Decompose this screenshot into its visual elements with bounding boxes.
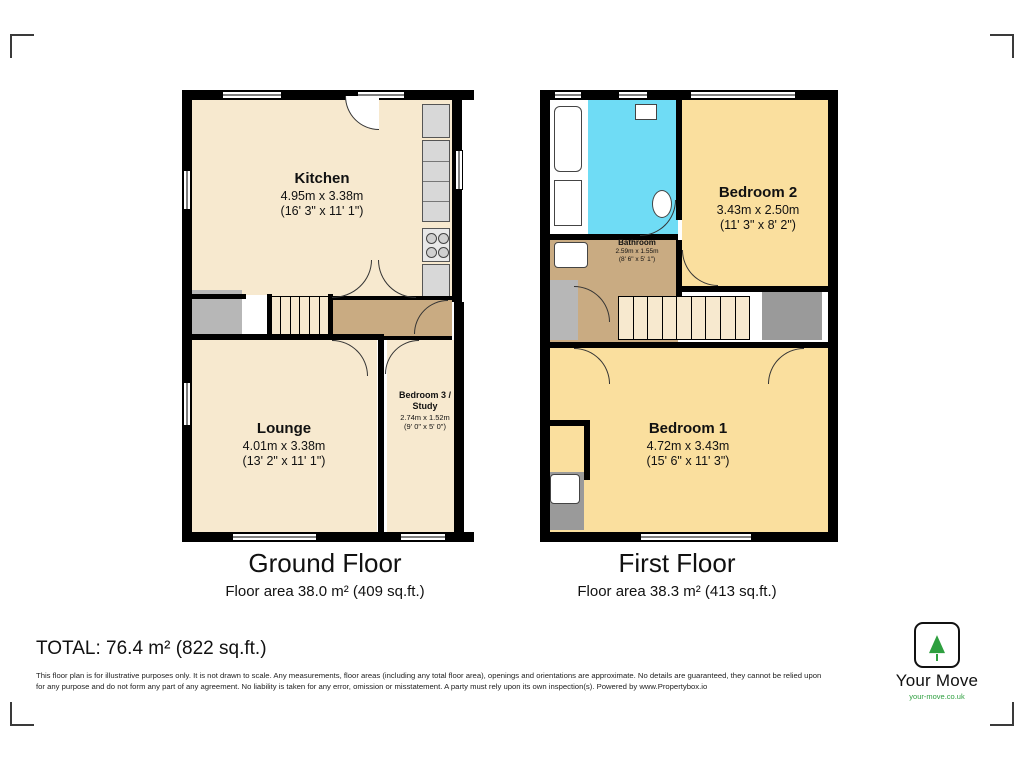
kitchen-dim-metric: 4.95m x 3.38m xyxy=(280,188,364,203)
wash-basin xyxy=(635,104,657,120)
study-window-south xyxy=(400,533,446,541)
kitchen-sink-unit xyxy=(422,104,450,138)
first-wall-east xyxy=(828,90,838,542)
first-wall-west xyxy=(540,90,550,542)
landing-basin xyxy=(554,242,588,268)
bathroom-dim-metric: 2.59m x 1.55m xyxy=(615,248,659,255)
bathroom-name: Bathroom xyxy=(618,238,656,247)
ground-internal-wall-hall-bottom xyxy=(332,336,452,340)
first-floor-area: Floor area 38.3 m² (413 sq.ft.) xyxy=(577,583,777,600)
brand-name: Your Move xyxy=(895,671,979,690)
ground-floor-title: Ground Floor xyxy=(248,548,402,578)
first-floor-title: First Floor xyxy=(618,548,736,578)
first-landing-recess xyxy=(762,288,822,340)
lounge-window-west xyxy=(183,382,191,426)
ground-wall-west xyxy=(182,90,192,542)
brand-url: your-move.co.uk xyxy=(909,692,965,701)
first-internal-wall-bedroom1-north xyxy=(550,342,828,348)
bedroom2-window-north xyxy=(690,91,796,99)
bedroom2-label xyxy=(690,184,826,234)
first-floor-plan xyxy=(540,90,838,542)
total-area-label: TOTAL: 76.4 m² (822 sq.ft.) xyxy=(36,638,267,659)
kitchen-name: Kitchen xyxy=(294,170,350,187)
first-internal-wall-chimney-top xyxy=(550,420,590,426)
first-internal-wall-bathroom-east xyxy=(676,100,682,220)
kitchen-hob xyxy=(422,228,450,262)
first-internal-wall-bedroom2-south xyxy=(682,286,828,292)
crop-mark-bottom-right xyxy=(990,702,1014,726)
bath-tub xyxy=(554,106,582,172)
ground-internal-wall-porch xyxy=(192,294,246,299)
ground-wall-east-upper xyxy=(452,90,462,302)
bedroom1-label xyxy=(598,420,778,470)
bedroom1-dim-metric: 4.72m x 3.43m xyxy=(646,438,730,453)
shower-tray xyxy=(554,180,582,226)
bathroom-dim-imperial: (8' 6" x 5' 1") xyxy=(618,256,656,264)
bedroom1-dim-imperial: (15' 6" x 11' 3") xyxy=(646,454,730,469)
first-staircase xyxy=(618,296,750,340)
lounge-window-south xyxy=(232,533,317,541)
crop-mark-top-left xyxy=(10,34,34,58)
kitchen-label xyxy=(232,170,412,220)
bedroom3-study-name: Bedroom 3 / Study xyxy=(398,390,451,412)
bathroom-window-north xyxy=(554,91,582,99)
lounge-label xyxy=(200,420,368,470)
bedroom2-dim-metric: 3.43m x 2.50m xyxy=(716,202,800,217)
kitchen-window-north xyxy=(222,91,282,99)
first-internal-wall-chimney xyxy=(584,424,590,480)
ground-floor-plan xyxy=(182,90,474,542)
kitchen-window-east xyxy=(455,150,463,190)
leaf-icon xyxy=(914,622,960,668)
ground-entry-fill xyxy=(242,295,270,339)
disclaimer-text: This floor plan is for illustrative purposes only. It is not drawn to scale. Any measurements, floor areas (including any total floor area), openings and orientations are approximate. No details are guaranteed, they cannot be relied upon for any purpose and do not form any part of any agreement. No liability is taken for any error, omission or misstatement. A party must rely upon its own inspection(s). Powered by www.Propertybox.io xyxy=(36,671,822,692)
bedroom3-study-dim-metric: 2.74m x 1.52m xyxy=(400,412,450,422)
lounge-name: Lounge xyxy=(256,420,312,437)
bathroom-window-north-2 xyxy=(618,91,648,99)
bathroom-label xyxy=(598,238,676,264)
bedroom1-window-south xyxy=(640,533,752,541)
bedroom2-dim-imperial: (11' 3" x 8' 2") xyxy=(720,218,796,233)
bedroom3-study-label xyxy=(387,390,463,431)
bedroom3-study-dim-imperial: (9' 0" x 5' 0") xyxy=(404,421,446,431)
crop-mark-top-right xyxy=(990,34,1014,58)
ground-floor-area: Floor area 38.0 m² (409 sq.ft.) xyxy=(225,583,425,600)
crop-mark-bottom-left xyxy=(10,702,34,726)
first-floor-title-block xyxy=(512,548,842,600)
kitchen-base-unit xyxy=(422,264,450,300)
bedroom1-fitting xyxy=(550,474,580,504)
kitchen-dim-imperial: (16' 3" x 11' 1") xyxy=(280,204,364,219)
ground-floor-title-block xyxy=(160,548,490,600)
bedroom1-name: Bedroom 1 xyxy=(648,420,728,437)
bedroom2-name: Bedroom 2 xyxy=(718,184,798,201)
lounge-dim-imperial: (13' 2" x 11' 1") xyxy=(242,454,326,469)
kitchen-window-west xyxy=(183,170,191,210)
ground-internal-wall-hall-top xyxy=(332,296,452,300)
kitchen-worktop-unit xyxy=(422,140,450,222)
lounge-dim-metric: 4.01m x 3.38m xyxy=(242,438,326,453)
ground-internal-wall-study xyxy=(378,334,384,532)
brand-logo xyxy=(878,622,996,701)
